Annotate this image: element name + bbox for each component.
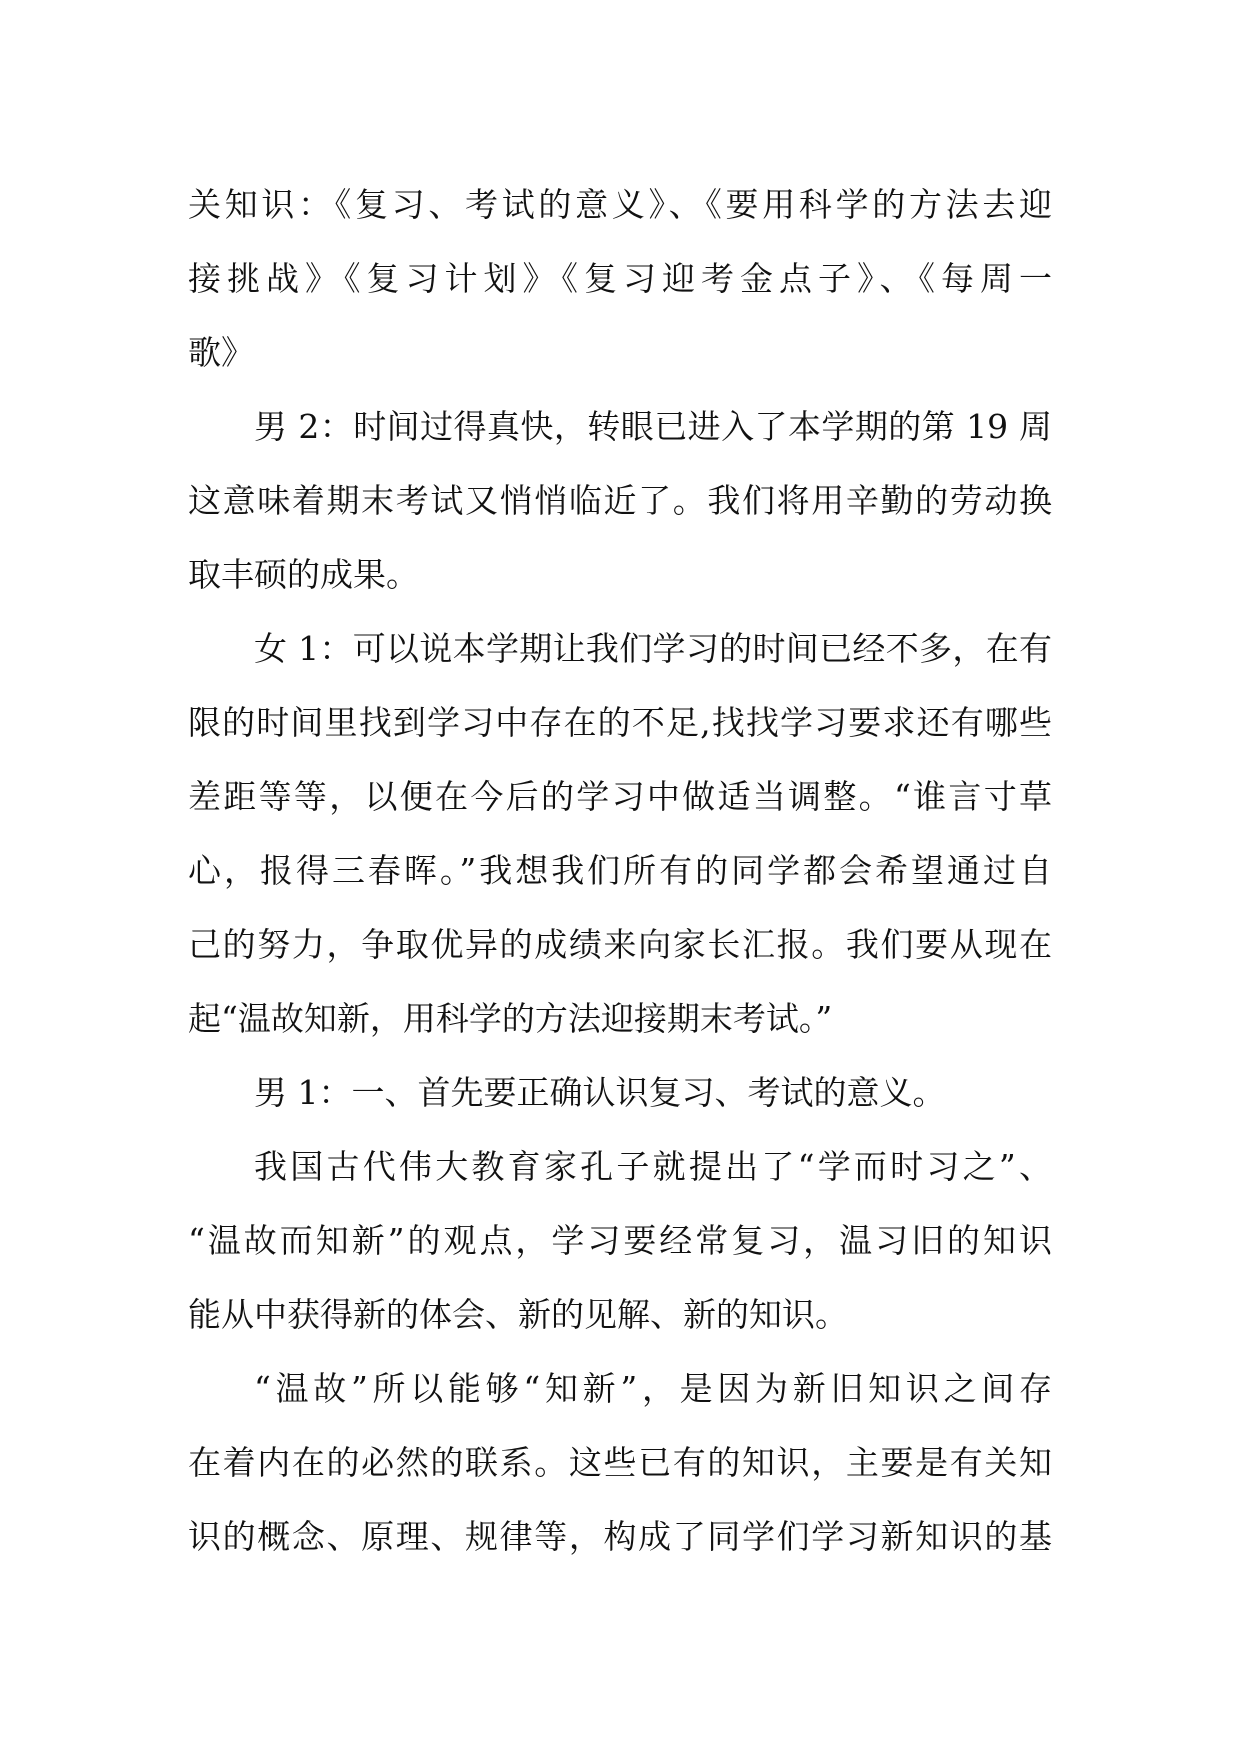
text-line: 识的概念、原理、规律等，构成了同学们学习新知识的基 — [188, 1517, 1052, 1556]
text-line: 男 2：时间过得真快，转眼已进入了本学期的第 19 周 — [254, 407, 1052, 446]
paragraph-1 — [188, 168, 1052, 390]
text-line: 己的努力，争取优异的成绩来向家长汇报。我们要从现在 — [188, 925, 1052, 964]
paragraph-6 — [188, 1352, 1052, 1574]
paragraph-4 — [188, 1056, 1052, 1130]
text-line: 歌》 — [188, 333, 254, 372]
text-line: 心，报得三春晖。”我想我们所有的同学都会希望通过自 — [188, 851, 1052, 890]
text-line: 限的时间里找到学习中存在的不足,找找学习要求还有哪些 — [188, 703, 1052, 742]
text-line: “温故而知新”的观点，学习要经常复习，温习旧的知识 — [188, 1221, 1052, 1260]
paragraph-2 — [188, 390, 1052, 612]
text-line: 这意味着期末考试又悄悄临近了。我们将用辛勤的劳动换 — [188, 481, 1052, 520]
paragraph-3 — [188, 612, 1052, 1056]
paragraph-5 — [188, 1130, 1052, 1352]
text-line: “温故”所以能够“知新”，是因为新旧知识之间存 — [254, 1369, 1052, 1408]
text-line: 女 1：可以说本学期让我们学习的时间已经不多，在有 — [254, 629, 1052, 668]
text-line: 起“温故知新，用科学的方法迎接期末考试。” — [188, 999, 833, 1038]
text-line: 我国古代伟大教育家孔子就提出了“学而时习之”、 — [254, 1147, 1052, 1186]
text-line: 能从中获得新的体会、新的见解、新的知识。 — [188, 1295, 848, 1334]
text-line: 男 1：一、首先要正确认识复习、考试的意义。 — [254, 1073, 946, 1112]
text-line: 接挑战》《复习计划》《复习迎考金点子》、《每周一 — [188, 259, 1052, 298]
text-line: 取丰硕的成果。 — [188, 555, 419, 594]
document-page — [188, 168, 1052, 1574]
text-line: 差距等等，以便在今后的学习中做适当调整。“谁言寸草 — [188, 777, 1052, 816]
text-line: 关知识：《复习、考试的意义》、《要用科学的方法去迎 — [188, 185, 1052, 224]
text-line: 在着内在的必然的联系。这些已有的知识，主要是有关知 — [188, 1443, 1052, 1482]
